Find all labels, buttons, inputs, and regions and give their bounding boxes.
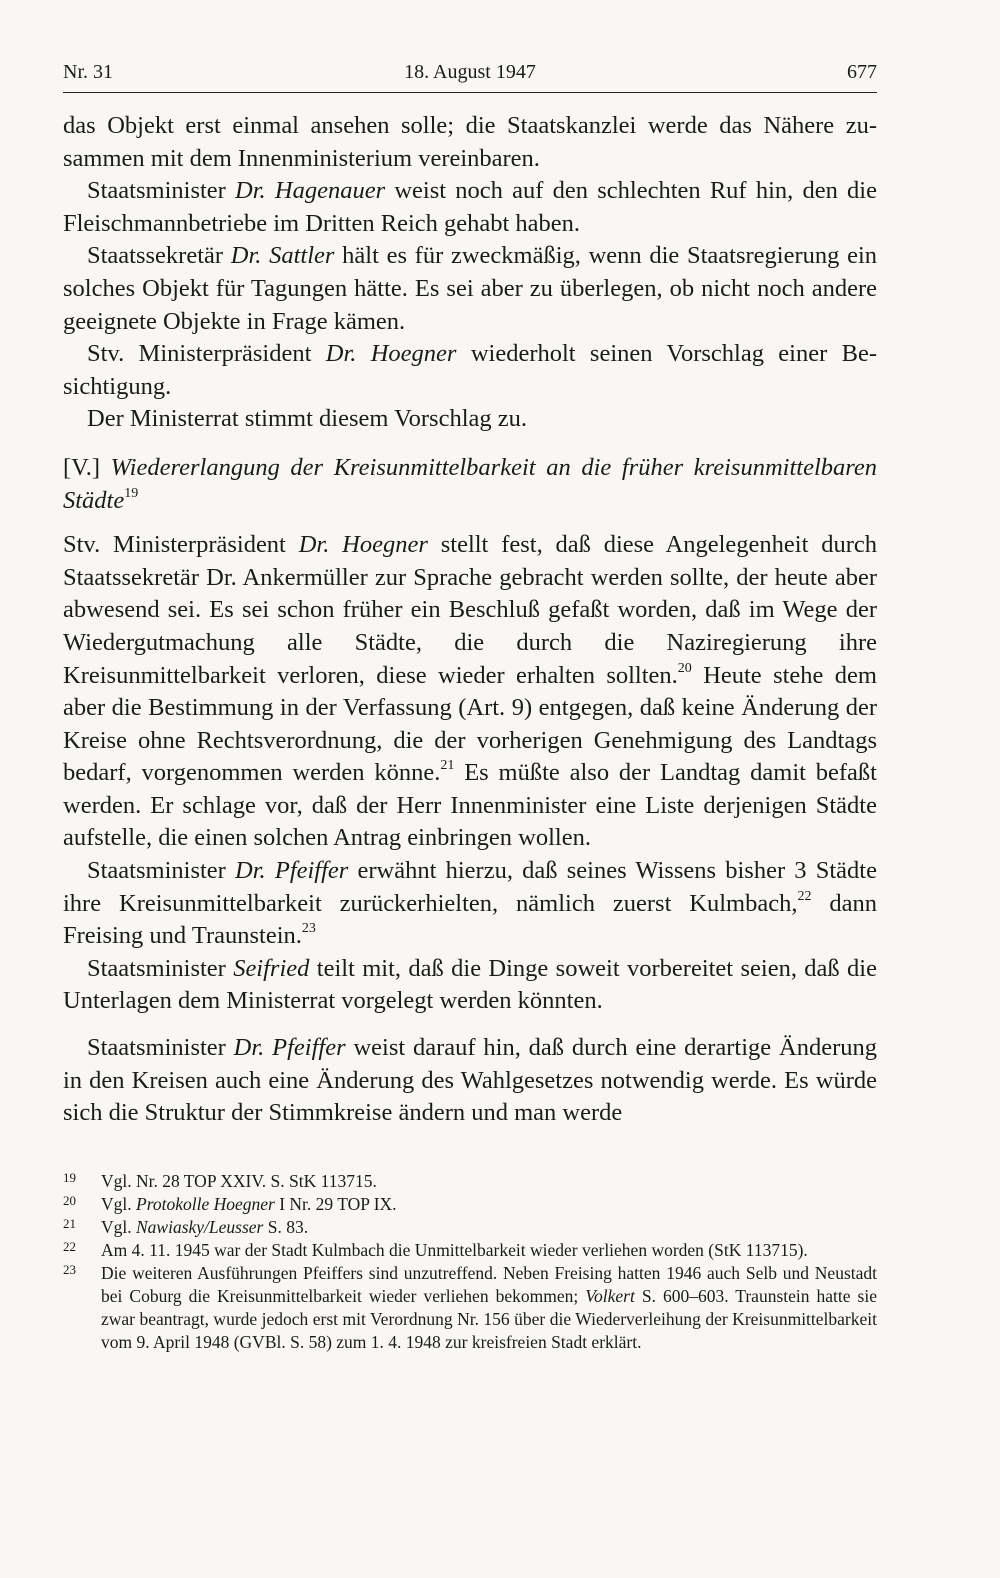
footnote-ref: 23 [301, 921, 316, 937]
paragraph: Staatsminister Dr. Pfeiffer weist darauf hin, daß durch eine derartige Änderung in den Kreisen auch eine Änderung des Wahlgesetzes notwendig werde. Es würde sich die Struktur der Stimmkreise ändern und man werde [63, 1034, 877, 1127]
footnote-number: 20 [63, 1193, 76, 1208]
speaker-name: Dr. Hagenauer [235, 177, 386, 205]
footnote: 19 Vgl. Nr. 28 TOP XXIV. S. StK 113715. [63, 1170, 877, 1193]
footnote: 22 Am 4. 11. 1945 war der Stadt Kulmbach die Unmittelbarkeit wieder verliehen worden (StK 113715). [63, 1239, 877, 1262]
footnote-ref: 19 [124, 485, 139, 501]
paragraph: Staatssekretär Dr. Sattler hält es für zweckmäßig, wenn die Staatsregierung ein solches Objekt für Tagungen hätte. Es sei aber zu überlegen, ob nicht noch andere geeignete Objekte in Frage kämen. [63, 242, 878, 335]
paragraph: Stv. Ministerpräsident Dr. Hoegner wiederholt seinen Vorschlag einer Besichtigung. [63, 340, 878, 400]
paragraph: Staatsminister Seifried teilt mit, daß die Dinge soweit vorbereitet seien, daß die Unterlagen dem Ministerrat vorgelegt werden könnten. [63, 954, 877, 1015]
page-number: 677 [847, 61, 877, 83]
footnote-ref: 20 [677, 660, 692, 676]
section-number: [V.] [63, 453, 100, 481]
section-title: Wiedererlangung der Kreisunmittelbarkeit an die früher kreisunmittelbaren Städte [63, 453, 877, 514]
footnote: 20 Vgl. Protokolle Hoegner I Nr. 29 TOP IX. [63, 1193, 877, 1216]
document-number: Nr. 31 [63, 61, 113, 83]
footnote-ref: 22 [797, 888, 812, 904]
paragraph: Stv. Ministerpräsident Dr. Hoegner stellt fest, daß diese Angelegenheit durch Staatssekretär Dr. Ankermüller zur Sprache gebracht werden sollte, der heute aber abwesend sei. Es sei schon früher ein Beschluß gefaßt worden, daß im Wege der Wiedergutmachung alle Städte, die durch die Naziregierung ihre Kreisunmittelbarkeit verloren, diese wieder erhalten sollten.$^{20}$ Heute stehe dem aber die Bestimmung in der Verfassung (Art. 9) entgegen, daß keine Änderung der Kreise ohne Rechtsverordnung, die der vorherigen Genehmigung des Landtags bedarf, vorgenommen werden könne.$^{21}$ Es müßte also der Landtag damit befaßt werden. Er schlage vor, daß der Herr Innenminister eine Liste derjenigen Städte aufstelle, die einen solchen Antrag einbringen wollen. [63, 531, 877, 852]
speaker-name: Dr. Hoegner [298, 531, 428, 559]
speaker-name: Dr. Pfeiffer [233, 1034, 346, 1062]
meeting-date: 18. August 1947 [404, 61, 536, 83]
paragraph: Staatsminister Dr. Hagenauer weist noch auf den schlechten Ruf hin, den die Fleischmannbetriebe im Dritten Reich gehabt haben. [63, 177, 877, 237]
footnote: 21 Vgl. Nawiasky/Leusser S. 83. [63, 1216, 877, 1239]
footnote-number: 23 [63, 1262, 76, 1277]
paragraph: Staatsminister Dr. Pfeiffer erwähnt hierzu, daß seines Wissens bisher 3 Städte ihre Kreisunmittelbarkeit zurückerhielten, nämlich zuerst Kulmbach,$^{22}$ dann Freising und Traunstein.$^{23}$ [63, 857, 878, 950]
footnote-number: 22 [63, 1239, 76, 1254]
speaker-name: Dr. Sattler [230, 242, 335, 270]
paragraph: das Objekt erst einmal ansehen solle; die Staatskanzlei werde das Nähere zusammen mit dem Innenministerium vereinbaren. [63, 112, 877, 172]
paragraph: Der Ministerrat stimmt diesem Vorschlag zu. [87, 405, 528, 433]
body-text [63, 110, 877, 1130]
speaker-name: Dr. Pfeiffer [235, 857, 349, 885]
footnote-ref: 21 [440, 758, 455, 774]
speaker-name: Dr. Hoegner [325, 340, 457, 368]
running-header [63, 58, 877, 93]
footnote-number: 21 [63, 1216, 76, 1231]
section-heading [63, 452, 877, 517]
speaker-name: Seifried [233, 954, 310, 982]
footnote-number: 19 [63, 1170, 76, 1185]
footnotes [63, 1170, 877, 1354]
footnote: 23 Die weiteren Ausführungen Pfeiffers sind unzutreffend. Neben Freising hatten 1946 auch Selb und Neustadt bei Coburg die Kreisunmittelbarkeit wieder verliehen bekommen; Volkert S. 600–603. Traunstein hatte sie zwar beantragt, wurde jedoch erst mit Verordnung Nr. 156 über die Wiederverleihung der Kreisunmittelbarkeit vom 9. April 1948 (GVBl. S. 58) zum 1. 4. 1948 zur kreisfreien Stadt erklärt. [63, 1262, 877, 1354]
